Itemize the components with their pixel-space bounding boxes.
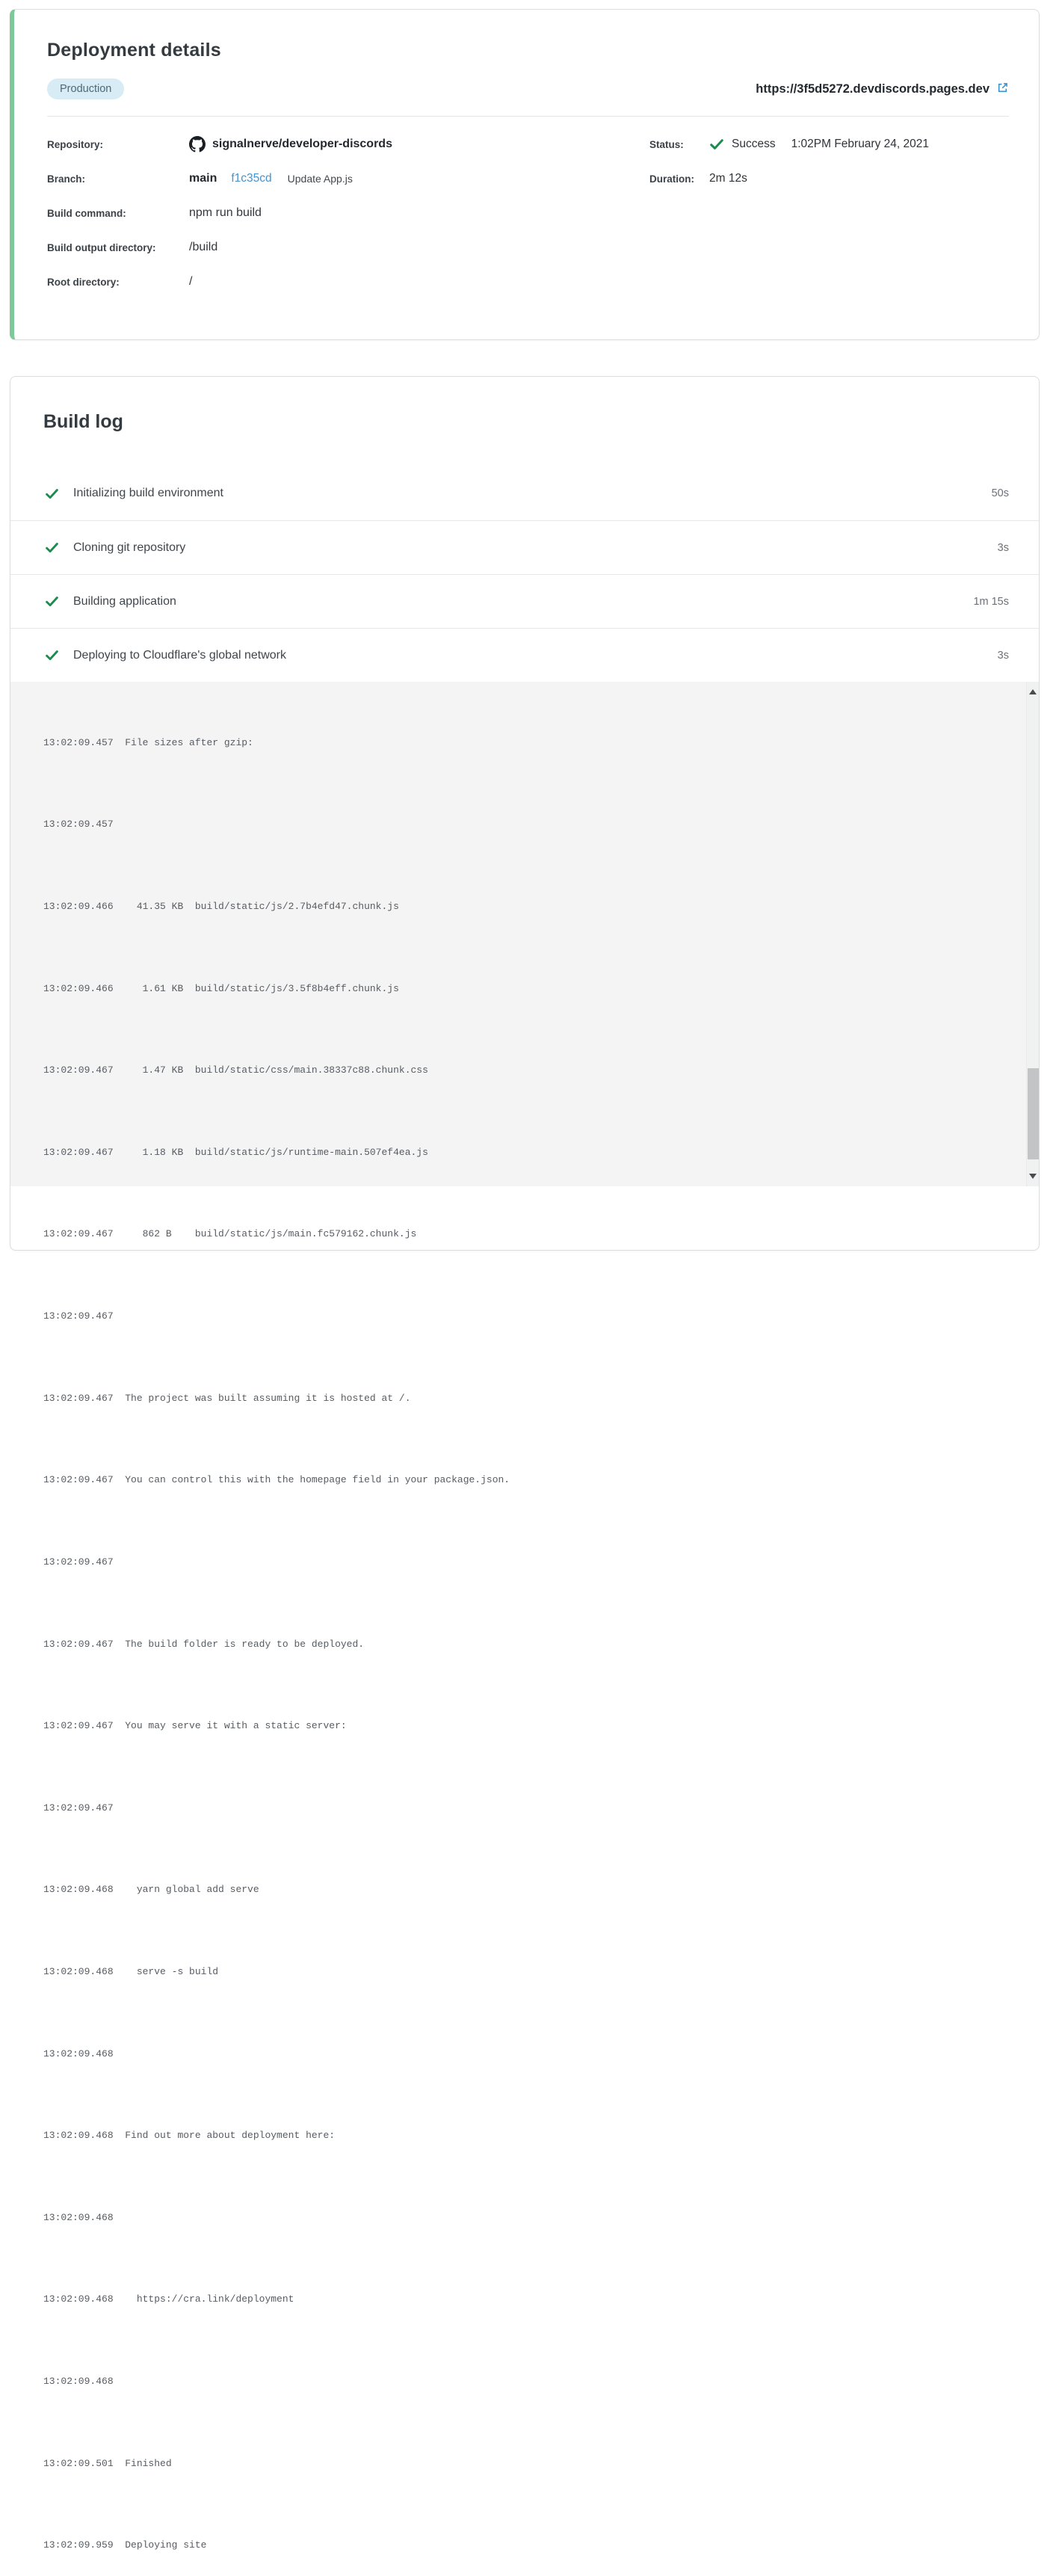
step-duration: 3s <box>997 649 1009 662</box>
log-line <box>43 1798 986 1818</box>
log-message: 1.18 KB build/static/js/runtime-main.507ef4ea.js <box>113 1146 428 1158</box>
log-timestamp: 13:02:09.457 <box>43 819 114 831</box>
log-line <box>43 2535 986 2555</box>
log-line <box>43 896 986 916</box>
commit-message: Update App.js <box>287 173 353 185</box>
step-check-icon <box>45 487 59 501</box>
log-timestamp: 13:02:09.467 <box>43 1556 114 1568</box>
build-step-row[interactable] <box>10 574 1039 628</box>
deployment-fields <box>47 127 649 299</box>
repository-value <box>189 136 649 152</box>
deployment-details-title: Deployment details <box>47 40 221 61</box>
root-directory-value: / <box>189 275 193 288</box>
log-timestamp: 13:02:09.468 <box>43 1884 114 1896</box>
deployment-url-link[interactable]: https://3f5d5272.devdiscords.pages.dev <box>756 81 989 96</box>
log-line <box>43 1470 986 1490</box>
build-steps <box>10 466 1039 682</box>
log-line <box>43 2125 986 2145</box>
repository-row <box>47 127 649 161</box>
step-check-icon <box>45 648 59 662</box>
build-log-lines <box>10 682 1039 2576</box>
deployment-details-grid <box>47 127 1009 299</box>
log-message: You can control this with the homepage field in your package.json. <box>113 1474 510 1486</box>
build-step-row[interactable] <box>10 466 1039 520</box>
log-line <box>43 1224 986 1244</box>
log-timestamp: 13:02:09.467 <box>43 1720 114 1732</box>
log-line <box>43 733 986 753</box>
log-line <box>43 814 986 834</box>
deployment-url-wrap <box>756 80 1009 98</box>
log-message: 1.61 KB build/static/js/3.5f8b4eff.chunk.js <box>113 982 399 994</box>
log-message: The project was built assuming it is hosted at /. <box>113 1392 411 1404</box>
log-message: You may serve it with a static server: <box>113 1720 347 1732</box>
log-line <box>43 2207 986 2228</box>
log-timestamp: 13:02:09.466 <box>43 901 114 913</box>
log-message: yarn global add serve <box>113 1884 259 1896</box>
success-check-icon <box>709 137 724 152</box>
step-label: Deploying to Cloudflare's global network <box>73 648 286 662</box>
build-step-row[interactable] <box>10 628 1039 682</box>
step-check-icon <box>45 540 59 555</box>
log-timestamp: 13:02:09.457 <box>43 736 114 748</box>
duration-row <box>649 161 1009 196</box>
step-label: Cloning git repository <box>73 540 186 554</box>
step-label: Initializing build environment <box>73 487 223 499</box>
log-line <box>43 2453 986 2474</box>
external-link-icon[interactable] <box>996 81 1009 98</box>
build-output-directory-label: Build output directory: <box>47 241 156 253</box>
step-duration: 50s <box>991 487 1009 499</box>
log-message: The build folder is ready to be deployed. <box>113 1638 365 1650</box>
log-line <box>43 1962 986 1982</box>
step-duration: 1m 15s <box>973 595 1009 608</box>
root-directory-row <box>47 265 649 299</box>
log-timestamp: 13:02:09.467 <box>43 1146 114 1158</box>
branch-row <box>47 161 649 196</box>
log-timestamp: 13:02:09.466 <box>43 982 114 994</box>
log-timestamp: 13:02:09.467 <box>43 1228 114 1240</box>
log-timestamp: 13:02:09.467 <box>43 1802 114 1814</box>
step-duration: 3s <box>997 541 1009 554</box>
log-message: Finished <box>113 2457 172 2469</box>
log-timestamp: 13:02:09.467 <box>43 1064 114 1076</box>
build-step-row[interactable] <box>10 520 1039 574</box>
log-line <box>43 1879 986 1899</box>
log-message: https://cra.link/deployment <box>113 2293 294 2305</box>
log-line <box>43 2289 986 2309</box>
github-icon <box>189 136 206 152</box>
duration-label: Duration: <box>649 173 694 185</box>
log-message: File sizes after gzip: <box>113 736 253 748</box>
log-line <box>43 1634 986 1654</box>
deployment-status-block <box>649 127 1009 299</box>
log-timestamp: 13:02:09.468 <box>43 1965 114 1977</box>
log-line <box>43 1716 986 1736</box>
build-log-card <box>10 376 1040 2551</box>
scrollbar-up-arrow-icon[interactable] <box>1029 689 1037 694</box>
duration-value: 2m 12s <box>709 172 747 185</box>
build-log-console <box>10 682 1039 2551</box>
log-line <box>43 2044 986 2064</box>
repository-label: Repository: <box>47 138 104 150</box>
build-command-label: Build command: <box>47 207 126 219</box>
log-line <box>43 979 986 999</box>
build-command-row <box>47 196 649 230</box>
log-message: 1.47 KB build/static/css/main.38337c88.chunk.css <box>113 1064 428 1076</box>
scrollbar-down-arrow-icon[interactable] <box>1029 1174 1037 1179</box>
log-message: serve -s build <box>113 1965 219 1977</box>
log-message: 41.35 KB build/static/js/2.7b4efd47.chunk.js <box>113 901 399 913</box>
log-line <box>43 1306 986 1326</box>
scrollbar-thumb[interactable] <box>1028 1068 1039 1159</box>
log-message: 862 B build/static/js/main.fc579162.chunk.js <box>113 1228 417 1240</box>
log-timestamp: 13:02:09.468 <box>43 2211 114 2223</box>
build-output-directory-value: /build <box>189 241 218 253</box>
step-check-icon <box>45 594 59 608</box>
log-message: Find out more about deployment here: <box>113 2130 336 2142</box>
log-timestamp: 13:02:09.959 <box>43 2539 114 2551</box>
log-timestamp: 13:02:09.467 <box>43 1310 114 1322</box>
status-timestamp: 1:02PM February 24, 2021 <box>791 138 929 150</box>
build-output-directory-row <box>47 230 649 265</box>
status-value: Success <box>732 138 776 150</box>
log-message: Deploying site <box>113 2539 207 2551</box>
log-timestamp: 13:02:09.467 <box>43 1638 114 1650</box>
log-timestamp: 13:02:09.468 <box>43 2130 114 2142</box>
branch-label: Branch: <box>47 173 86 185</box>
environment-badge: Production <box>47 78 124 99</box>
deploy-card-divider <box>47 116 1009 117</box>
status-row <box>649 127 1009 161</box>
root-directory-label: Root directory: <box>47 276 120 288</box>
log-timestamp: 13:02:09.501 <box>43 2457 114 2469</box>
log-line <box>43 1142 986 1162</box>
log-timestamp: 13:02:09.468 <box>43 2047 114 2059</box>
status-label: Status: <box>649 138 684 150</box>
build-command-value: npm run build <box>189 206 262 219</box>
log-timestamp: 13:02:09.468 <box>43 2376 114 2387</box>
step-label: Building application <box>73 594 176 608</box>
badge-url-row <box>47 78 1009 99</box>
deployment-details-card <box>10 9 1040 340</box>
console-scrollbar[interactable] <box>1026 682 1039 1186</box>
branch-name: main <box>189 172 217 185</box>
build-log-title: Build log <box>43 411 123 432</box>
log-line <box>43 1060 986 1080</box>
log-timestamp: 13:02:09.467 <box>43 1392 114 1404</box>
log-line <box>43 2371 986 2391</box>
commit-hash-link[interactable]: f1c35cd <box>231 172 272 185</box>
log-line <box>43 1552 986 1572</box>
log-timestamp: 13:02:09.468 <box>43 2293 114 2305</box>
repository-name[interactable]: signalnerve/developer-discords <box>212 138 392 150</box>
log-line <box>43 1388 986 1408</box>
log-timestamp: 13:02:09.467 <box>43 1474 114 1486</box>
